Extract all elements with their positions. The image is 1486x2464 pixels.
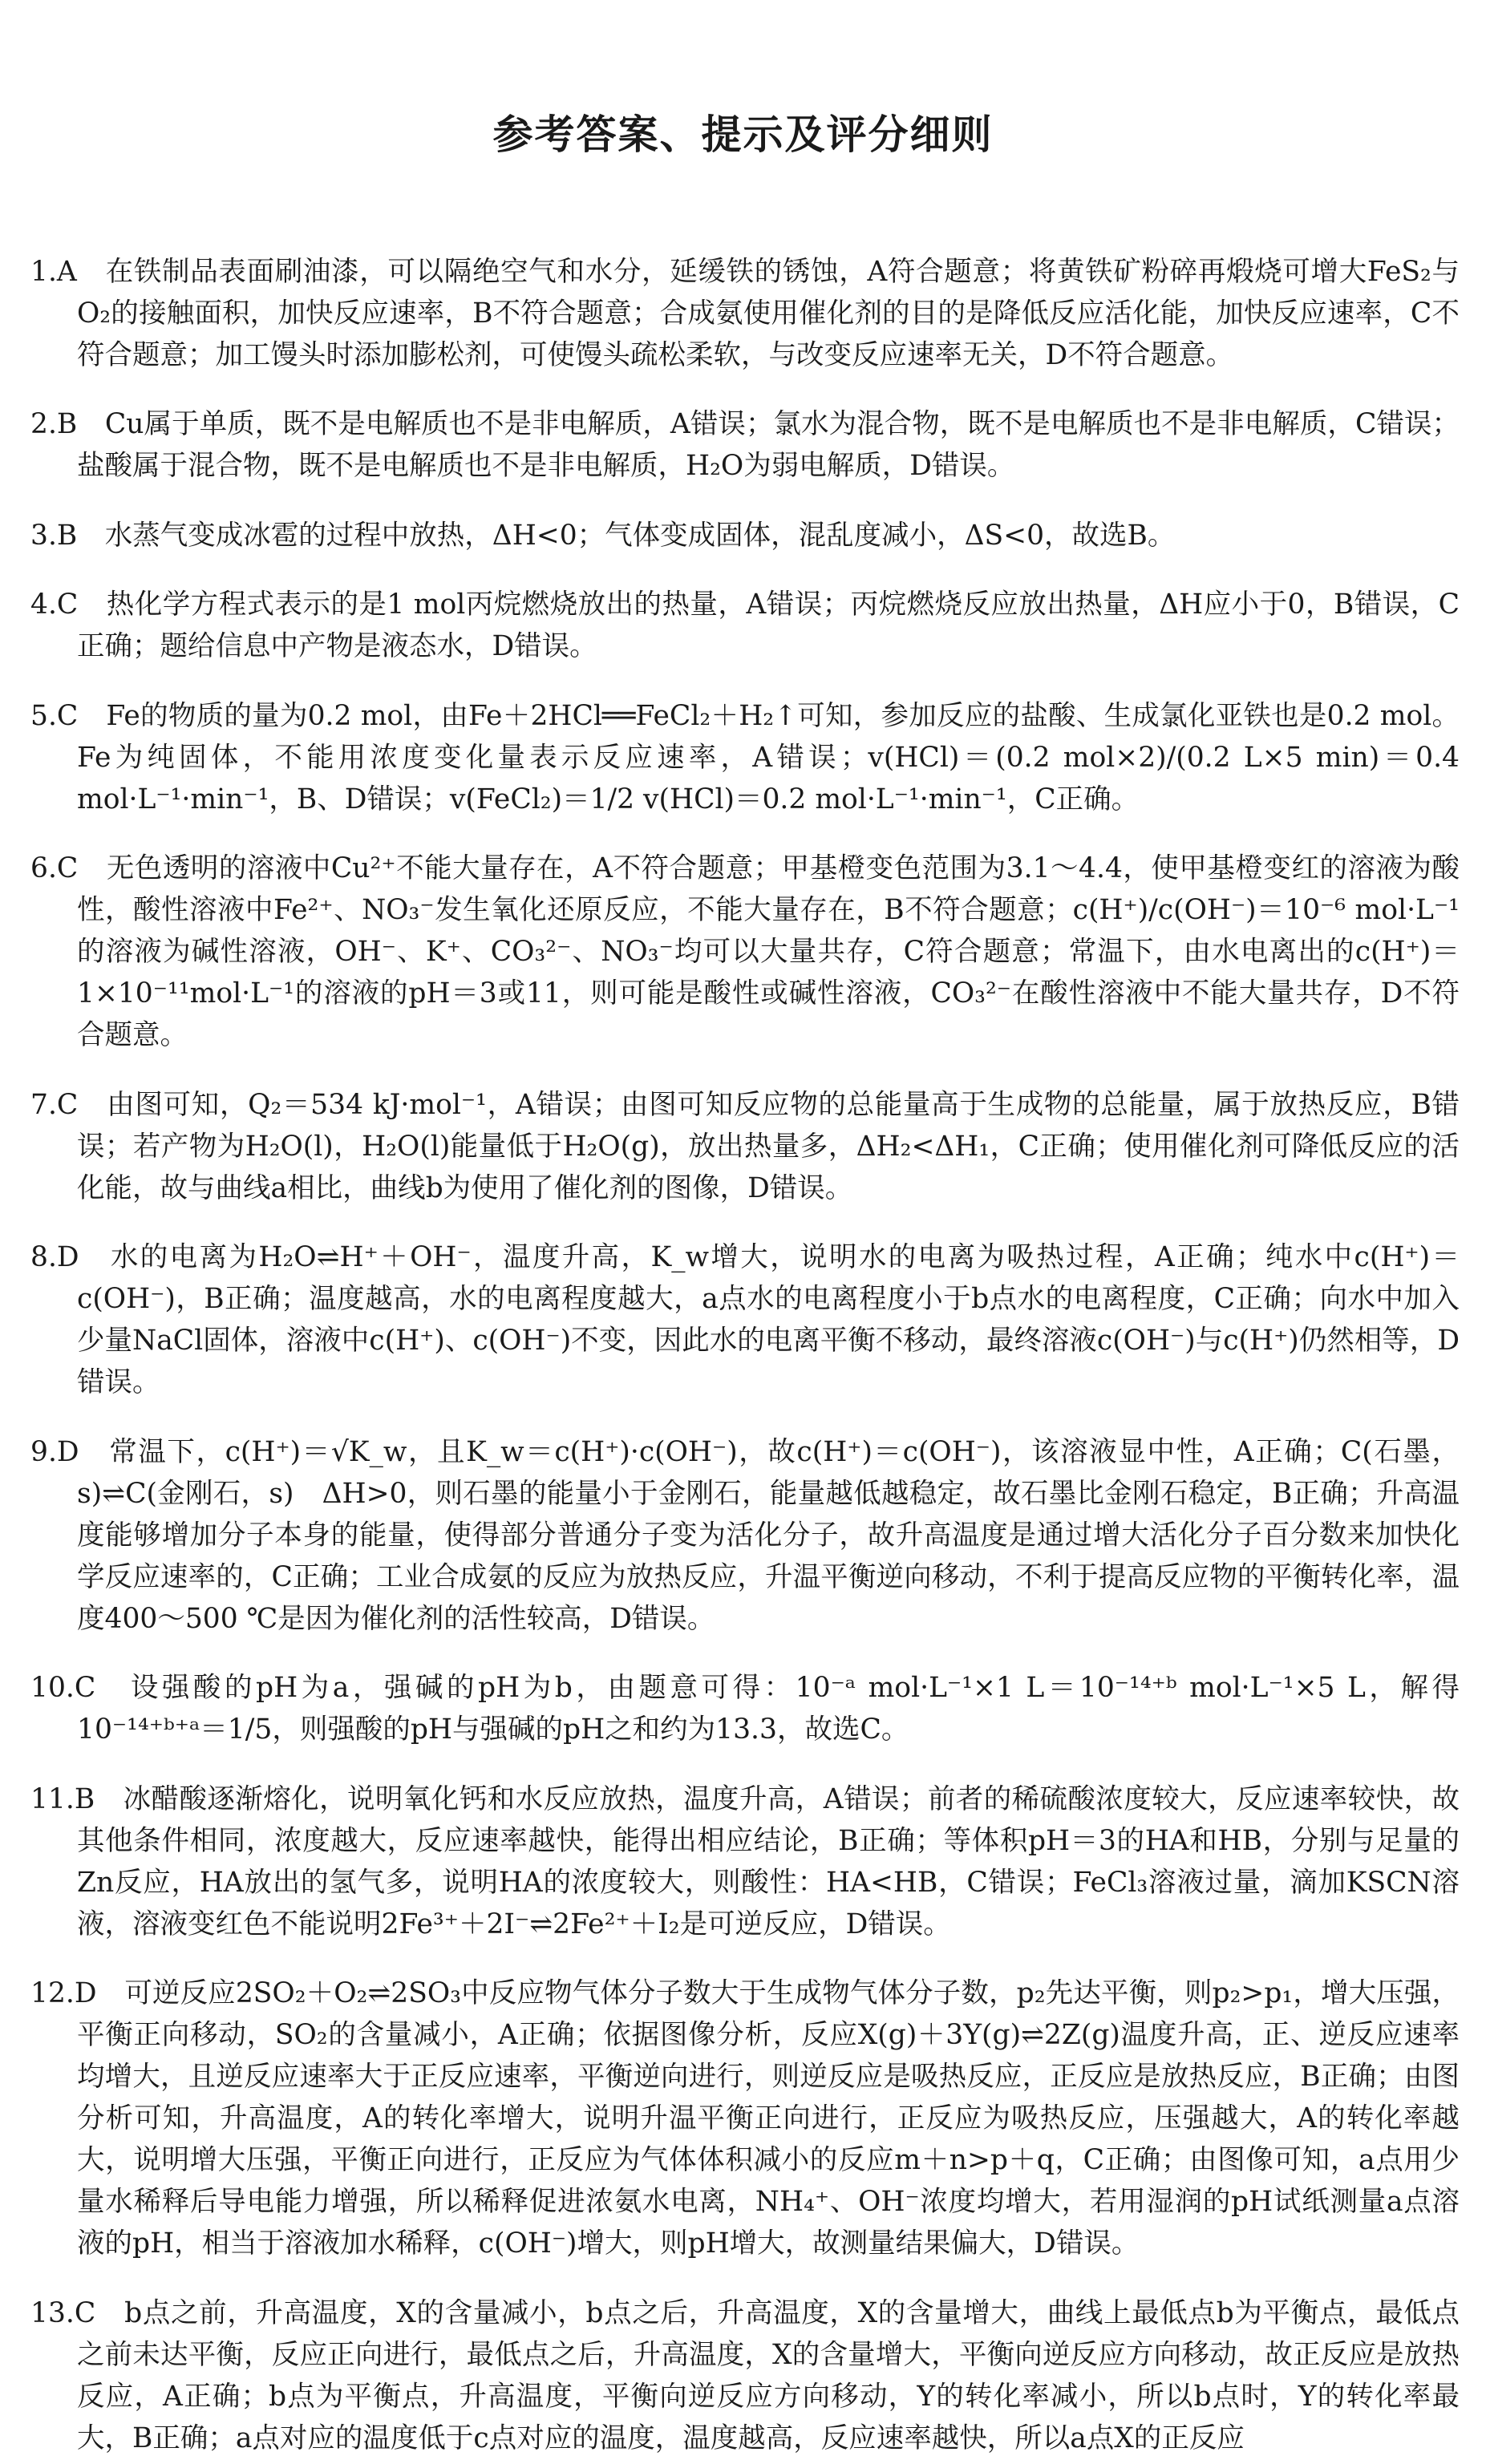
item-text: 在铁制品表面刷油漆，可以隔绝空气和水分，延缓铁的锈蚀，A符合题意；将黄铁矿粉碎再煅烧可增大FeS₂与O₂的接触面积，加快反应速率，B不符合题意；合成氨使用催化剂的目的是降低反应活化能，加快反应速率，C不符合题意；加工馒头时添加膨松剂，可使馒头疏松柔软，与改变反应速率无关，D不符合题意。 — [77, 255, 1460, 371]
answer-item — [30, 1431, 1460, 1640]
item-text: 由图可知，Q₂＝534 kJ·mol⁻¹，A错误；由图可知反应物的总能量高于生成物的总能量，属于放热反应，B错误；若产物为H₂O(l)，H₂O(l)能量低于H₂O(g)，放出热量多，ΔH₂<ΔH₁，C正确；使用催化剂可降低反应的活化能，故与曲线a相比，曲线b为使用了催化剂的图像，D错误。 — [77, 1088, 1460, 1204]
answer-item — [30, 1084, 1460, 1209]
answer-item — [30, 403, 1460, 487]
answer-item — [30, 1236, 1460, 1403]
item-text: 设强酸的pH为a，强碱的pH为b，由题意可得：10⁻ᵃ mol·L⁻¹×1 L＝10⁻¹⁴⁺ᵇ mol·L⁻¹×5 L，解得10⁻¹⁴⁺ᵇ⁺ᵃ＝1/5，则强酸的pH与强碱的pH之和约为13.3，故选C。 — [77, 1672, 1460, 1746]
item-number: 2. — [30, 408, 57, 440]
answer-item — [30, 695, 1460, 820]
item-text: 冰醋酸逐渐熔化，说明氧化钙和水反应放热，温度升高，A错误；前者的稀硫酸浓度较大，反应速率较快，故其他条件相同，浓度越大，反应速率越快，能得出相应结论，B正确；等体积pH＝3的HA和HB，分别与足量的Zn反应，HA放出的氢气多，说明HA的浓度较大，则酸性：HA<HB，C错误；FeCl₃溶液过量，滴加KSCN溶液，溶液变红色不能说明2Fe³⁺＋2I⁻⇌2Fe²⁺＋I₂是可逆反应，D错误。 — [77, 1782, 1460, 1940]
item-number: 7. — [30, 1088, 57, 1121]
item-answer: D — [56, 1435, 79, 1468]
item-number: 12. — [30, 1977, 75, 2009]
item-text: 水的电离为H₂O⇌H⁺＋OH⁻，温度升高，K_w增大，说明水的电离为吸热过程，A正确；纯水中c(H⁺)＝c(OH⁻)，B正确；温度越高，水的电离程度越大，a点水的电离程度小于b点水的电离程度，C正确；向水中加入少量NaCl固体，溶液中c(H⁺)、c(OH⁻)不变，因此水的电离平衡不移动，最终溶液c(OH⁻)与c(H⁺)仍然相等，D错误。 — [77, 1241, 1460, 1398]
answer-item — [30, 1667, 1460, 1750]
item-number: 10. — [30, 1672, 75, 1704]
item-number: 4. — [30, 589, 57, 621]
item-text: 可逆反应2SO₂＋O₂⇌2SO₃中反应物气体分子数大于生成物气体分子数，p₂先达平衡，则p₂>p₁，增大压强，平衡正向移动，SO₂的含量减小，A正确；依据图像分析，反应X(g)＋3Y(g)⇌2Z(g)温度升高，正、逆反应速率均增大，且逆反应速率大于正反应速率，平衡逆向进行，则逆反应是吸热反应，正反应是放热反应，B正确；由图分析可知，升高温度，A的转化率增大，说明升温平衡正向进行，正反应为吸热反应，压强越大，A的转化率越大，说明增大压强，平衡正向进行，正反应为气体体积减小的反应m＋n>p＋q，C正确；由图像可知，a点用少量水稀释后导电能力增强，所以稀释促进浓氨水电离，NH₄⁺、OH⁻浓度均增大，若用湿润的pH试纸测量a点溶液的pH，相当于溶液加水稀释，c(OH⁻)增大，则pH增大，故测量结果偏大，D错误。 — [77, 1977, 1460, 2260]
answer-list — [30, 223, 1460, 2464]
item-answer: D — [74, 1977, 97, 2009]
item-answer: C — [56, 699, 79, 732]
answer-item — [30, 848, 1460, 1056]
answer-item — [30, 584, 1460, 667]
item-answer: B — [56, 408, 78, 440]
item-answer: C — [74, 2296, 96, 2329]
item-answer: B — [74, 1782, 95, 1815]
item-text: Fe的物质的量为0.2 mol，由Fe＋2HCl══FeCl₂＋H₂↑可知，参加反应的盐酸、生成氯化亚铁也是0.2 mol。Fe为纯固体，不能用浓度变化量表示反应速率，A错误；v(HCl)＝(0.2 mol×2)/(0.2 L×5 min)＝0.4 mol·L⁻¹·min⁻¹，B、D错误；v(FeCl₂)＝1/2 v(HCl)＝0.2 mol·L⁻¹·min⁻¹，C正确。 — [77, 699, 1460, 815]
item-number: 13. — [30, 2296, 75, 2329]
answer-item — [30, 515, 1460, 556]
item-answer: C — [56, 589, 79, 621]
item-text: Cu属于单质，既不是电解质也不是非电解质，A错误；氯水为混合物，既不是电解质也不是非电解质，C错误；盐酸属于混合物，既不是电解质也不是非电解质，H₂O为弱电解质，D错误。 — [77, 408, 1460, 482]
item-text: b点之前，升高温度，X的含量减小，b点之后，升高温度，X的含量增大，曲线上最低点b为平衡点，最低点之前未达平衡，反应正向进行，最低点之后，升高温度，X的含量增大，平衡向逆反应方向移动，故正反应是放热反应，A正确；b点为平衡点，升高温度，平衡向逆反应方向移动，Y的转化率减小，所以b点时，Y的转化率最大，B正确；a点对应的温度低于c点对应的温度，温度越高，反应速率越快，所以a点X的正反应 — [77, 2296, 1460, 2454]
item-answer: C — [56, 852, 79, 884]
item-number: 8. — [30, 1241, 57, 1273]
item-answer: D — [56, 1241, 79, 1273]
item-text: 热化学方程式表示的是1 mol丙烷燃烧放出的热量，A错误；丙烷燃烧反应放出热量，ΔH应小于0，B错误，C正确；题给信息中产物是液态水，D错误。 — [77, 589, 1460, 662]
item-number: 6. — [30, 852, 57, 884]
item-number: 11. — [30, 1782, 75, 1815]
item-text: 常温下，c(H⁺)＝√K_w，且K_w＝c(H⁺)·c(OH⁻)，故c(H⁺)＝c(OH⁻)，该溶液显中性，A正确；C(石墨，s)⇌C(金刚石，s) ΔH>0，则石墨的能量小于金刚石，能量越低越稳定，故石墨比金刚石稳定，B正确；升高温度能够增加分子本身的能量，使得部分普通分子变为活化分子，故升高温度是通过增大活化分子百分数来加快化学反应速率的，C正确；工业合成氨的反应为放热反应，升温平衡逆向移动，不利于提高反应物的平衡转化率，温度400～500 ℃是因为催化剂的活性较高，D错误。 — [77, 1435, 1460, 1635]
item-number: 9. — [30, 1435, 57, 1468]
item-number: 5. — [30, 699, 57, 732]
page-title: 参考答案、提示及评分细则 — [492, 111, 994, 158]
item-answer: C — [56, 1088, 79, 1121]
item-answer: C — [74, 1672, 96, 1704]
item-text: 水蒸气变成冰雹的过程中放热，ΔH<0；气体变成固体，混乱度减小，ΔS<0，故选B。 — [104, 519, 1176, 552]
answer-item — [30, 251, 1460, 376]
answer-item — [30, 1972, 1460, 2264]
item-number: 3. — [30, 519, 57, 552]
answer-item — [30, 1778, 1460, 1945]
item-answer: A — [56, 255, 77, 288]
item-answer: B — [56, 519, 78, 552]
item-number: 1. — [30, 255, 57, 288]
answer-item — [30, 2292, 1460, 2459]
item-text: 无色透明的溶液中Cu²⁺不能大量存在，A不符合题意；甲基橙变色范围为3.1～4.4，使甲基橙变红的溶液为酸性，酸性溶液中Fe²⁺、NO₃⁻发生氧化还原反应，不能大量存在，B不符合题意；c(H⁺)/c(OH⁻)＝10⁻⁶ mol·L⁻¹的溶液为碱性溶液，OH⁻、K⁺、CO₃²⁻、NO₃⁻均可以大量共存，C符合题意；常温下，由水电离出的c(H⁺)＝1×10⁻¹¹mol·L⁻¹的溶液的pH＝3或11，则可能是酸性或碱性溶液，CO₃²⁻在酸性溶液中不能大量共存，D不符合题意。 — [77, 852, 1460, 1051]
